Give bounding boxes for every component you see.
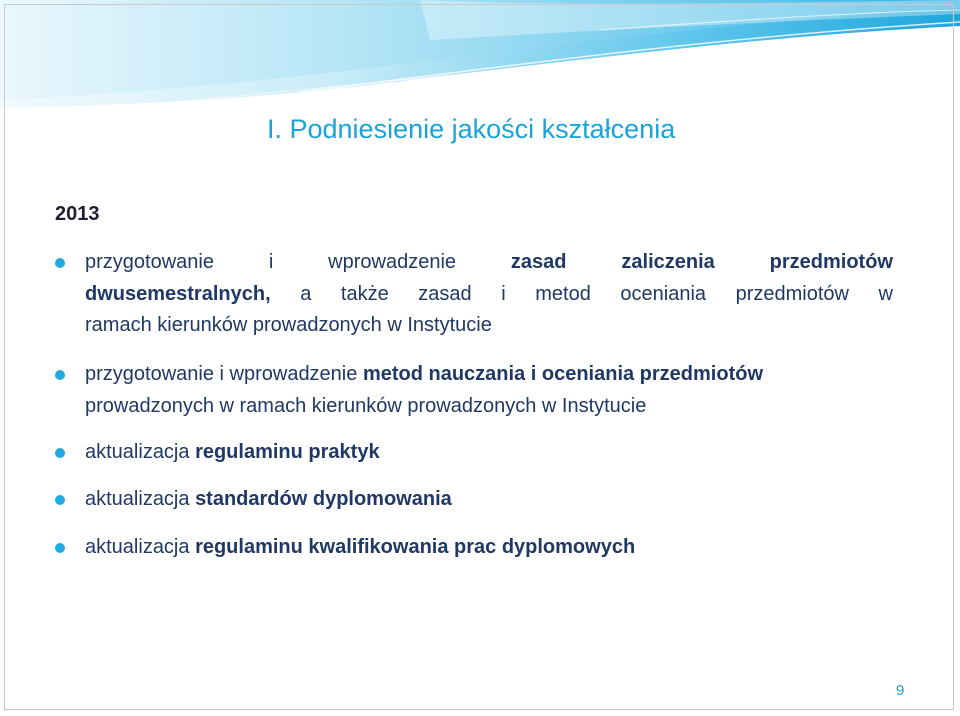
text-normal: prowadzonych w ramach kierunków prowadzonych w Instytucie — [85, 394, 647, 417]
text-normal: a także zasad i metod oceniania przedmiotów w — [270, 282, 893, 305]
text-normal: aktualizacja — [85, 536, 196, 558]
text-bold: zasad zaliczenia przedmiotów — [510, 251, 893, 273]
bullet-item-standardy-dyplomowania — [85, 484, 893, 516]
year-heading: 2013 — [55, 203, 100, 225]
text-normal: aktualizacja — [85, 488, 196, 510]
bullet-item-zasady-zaliczenia — [85, 247, 893, 342]
text-bold: regulaminu kwalifikowania prac dyplomowych — [195, 536, 636, 558]
bullet-item-metody-nauczania — [85, 359, 893, 422]
bullet-dot — [55, 543, 65, 553]
bullet-1-line-3: ramach kierunków prowadzonych w Instytucie — [85, 314, 492, 336]
bullet-1-line-1 — [85, 247, 893, 279]
page-number: 9 — [896, 682, 905, 699]
text-normal: przygotowanie i wprowadzenie — [85, 363, 363, 385]
bullet-item-regulamin-kwalifikowania — [85, 532, 893, 564]
text-normal: przygotowanie i wprowadzenie — [85, 251, 511, 273]
text-bold: dwusemestralnych, — [85, 282, 271, 305]
text-bold: standardów dyplomowania — [195, 488, 452, 510]
slide-title: I. Podniesienie jakości kształcenia — [267, 114, 676, 144]
bullet-dot — [55, 258, 65, 268]
bullet-item-regulamin-praktyk — [85, 437, 893, 469]
header-banner — [0, 0, 960, 110]
text-normal: aktualizacja — [85, 441, 196, 463]
bullet-dot — [55, 495, 65, 505]
bullet-dot — [55, 370, 65, 380]
bullet-dot — [55, 448, 65, 458]
text-bold: metod nauczania i oceniania przedmiotów — [362, 363, 764, 385]
text-bold: regulaminu praktyk — [195, 441, 380, 463]
bullet-1-line-2 — [85, 279, 893, 311]
